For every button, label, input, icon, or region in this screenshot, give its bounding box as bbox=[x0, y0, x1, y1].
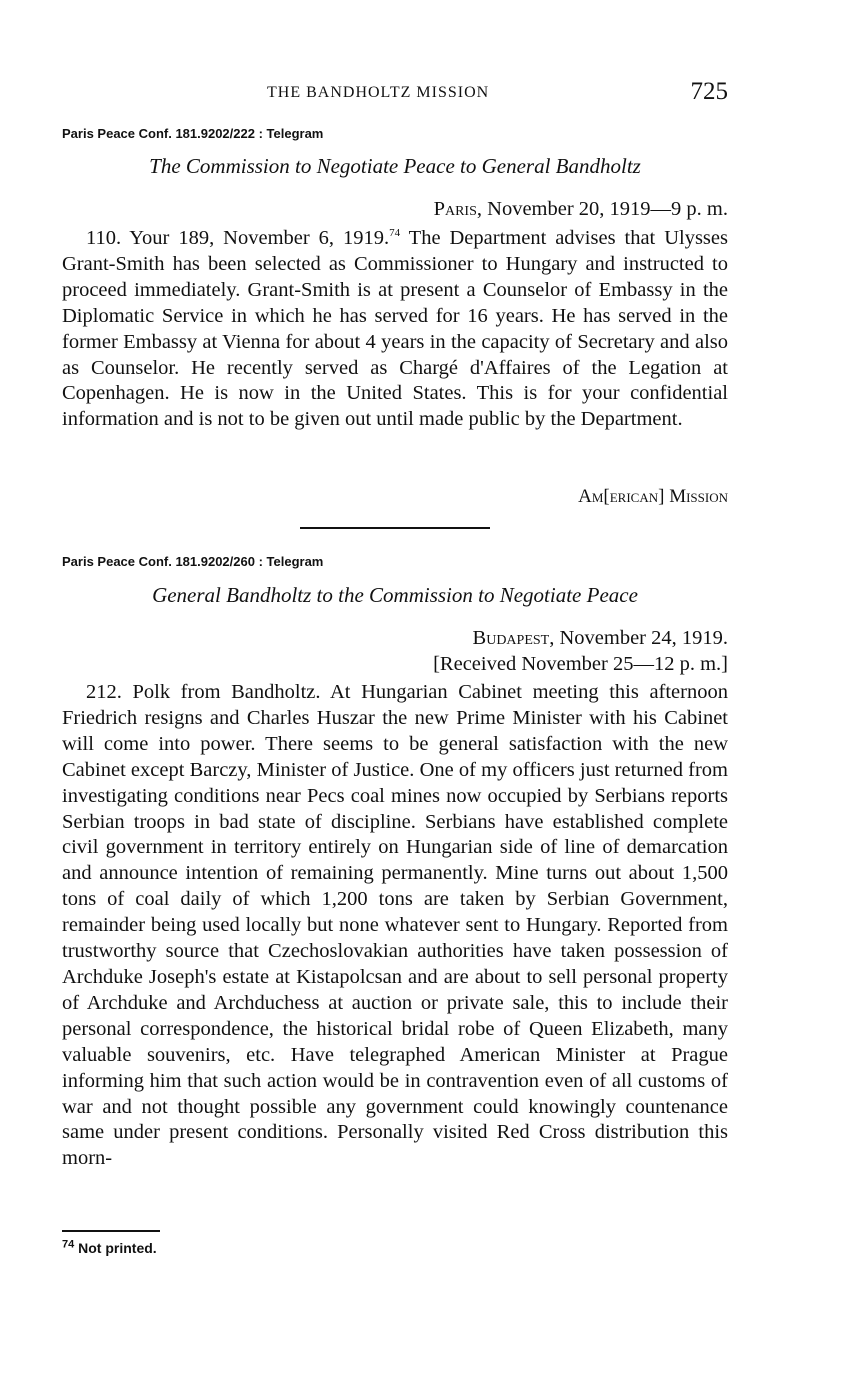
page-header bbox=[62, 78, 728, 108]
page-number: 725 bbox=[690, 78, 728, 105]
doc1-body-before-note: 110. Your 189, November 6, 1919. bbox=[86, 227, 390, 249]
doc1-dateline bbox=[434, 196, 728, 222]
doc1-title: The Commission to Negotiate Peace to General Bandholtz bbox=[149, 154, 641, 178]
footnote-rule bbox=[62, 1230, 160, 1232]
doc2-date: , November 24, 1919. bbox=[549, 627, 728, 649]
doc2-dateline bbox=[433, 625, 728, 677]
doc2-title: General Bandholtz to the Commission to Negotiate Peace bbox=[152, 583, 638, 607]
doc1-place: Paris bbox=[433, 198, 477, 220]
doc1-date: , November 20, 1919—9 p. m. bbox=[476, 198, 728, 220]
doc1-body-after-note: The Department advises that Ulysses Grant-Smith has been selected as Commissioner to Hungary and instructed to proceed immediately. Grant-Smith is at present a Counselor of Embassy in the Diplomatic Service in which he has served for 16 years. He has served in the former Embassy at Vienna for about 4 years in the capacity of Secretary and also as Counselor. He recently served as Chargé d'Affaires of the Legation at Copenhagen. He is now in the United States. This is for your confidential information and is not to be given out until made public by the Department. bbox=[62, 227, 728, 431]
running-title: THE BANDHOLTZ MISSION bbox=[267, 84, 490, 101]
footnote-mark: 74 bbox=[62, 1238, 75, 1251]
doc2-place: Budapest bbox=[472, 627, 550, 649]
doc1-signature: Am[erican] Mission bbox=[578, 486, 728, 507]
section-separator bbox=[300, 527, 490, 529]
footnote bbox=[62, 1240, 157, 1256]
footnote-reference-mark: 74 bbox=[389, 227, 401, 240]
doc1-file-reference: Paris Peace Conf. 181.9202/222 : Telegram bbox=[62, 126, 324, 141]
footnote-text: Not printed. bbox=[74, 1240, 157, 1256]
doc2-received: [Received November 25—12 p. m.] bbox=[433, 653, 728, 675]
doc1-body bbox=[62, 226, 728, 433]
doc2-body: 212. Polk from Bandholtz. At Hungarian Cabinet meeting this afternoon Friedrich resigns and Charles Huszar the new Prime Minister with his Cabinet will come into power. There seems to be general satisfaction with the new Cabinet except Barczy, Minister of Justice. One of my officers just returned from investigating conditions near Pecs coal mines now occupied by Serbians reports Serbian troops in bad state of discipline. Serbians have established complete civil government in territory entirely on Hungarian side of line of demarcation and announce intention of remaining permanently. Mine turns out about 1,500 tons of coal daily of which 1,200 tons are taken by Serbian Government, remainder being used locally but none whatever sent to Hungary. Reported from trustworthy source that Czechoslovakian authorities have taken possession of Archduke Joseph's estate at Kistapolcsan and are about to sell personal property of Archduke and Archduchess at auction or private sale, this to include their personal correspondence, the historical bridal robe of Queen Elizabeth, many valuable souvenirs, etc. Have telegraphed American Minister at Prague informing him that such action would be in contravention even of all customs of war and not thought possible any government could knowingly countenance same under present conditions. Personally visited Red Cross distribution this morn- bbox=[62, 681, 728, 1170]
doc2-file-reference: Paris Peace Conf. 181.9202/260 : Telegram bbox=[62, 554, 324, 569]
